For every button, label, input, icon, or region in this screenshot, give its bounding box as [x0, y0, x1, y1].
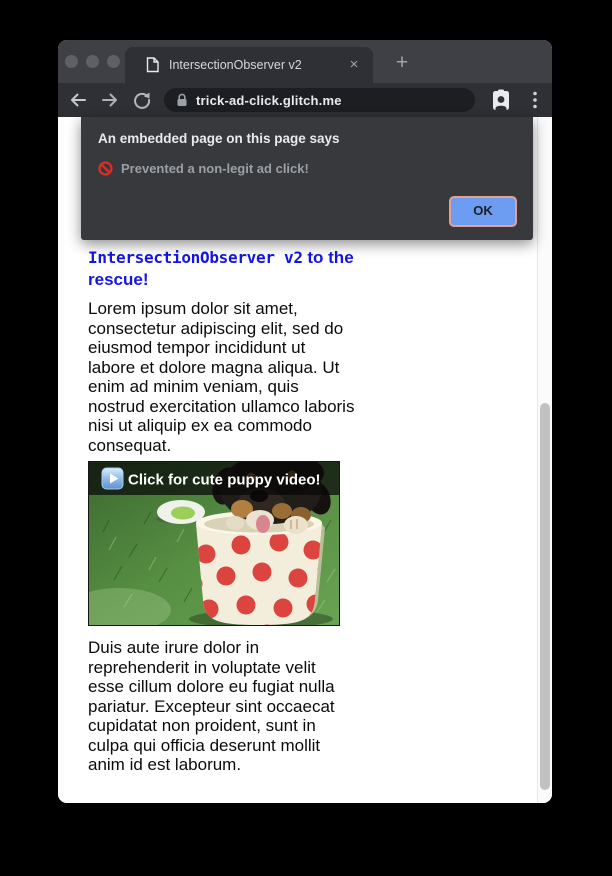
- minimize-window-button[interactable]: [86, 55, 99, 68]
- lock-icon: [176, 93, 188, 107]
- paragraph-lorem: Lorem ipsum dolor sit amet, consectetur adipiscing elit, sed do eiusmod tempor incididunt ut labore et dolore magna aliqua. Ut enim ad minim veniam, quis nostrud exercitation ullamco laboris nisi ut aliquip ex ea commodo consequat.: [88, 299, 355, 455]
- profile-button[interactable]: [489, 88, 513, 112]
- puppy-ad-image[interactable]: [88, 461, 340, 626]
- tab-title: IntersectionObserver v2: [169, 58, 302, 72]
- browser-tab[interactable]: [125, 47, 373, 83]
- page-favicon-icon: [146, 57, 159, 73]
- window-controls: [65, 55, 120, 68]
- scrollbar-thumb[interactable]: [540, 403, 550, 790]
- tab-strip: [58, 40, 552, 83]
- forward-button[interactable]: [98, 88, 122, 112]
- javascript-alert-dialog: [81, 117, 533, 240]
- back-arrow-icon: [68, 90, 88, 110]
- page-viewport: [58, 117, 552, 803]
- chrome-menu-button[interactable]: [525, 88, 545, 112]
- scrollbar-track[interactable]: [537, 117, 552, 803]
- zoom-window-button[interactable]: [107, 55, 120, 68]
- page-title: [88, 247, 356, 291]
- no-entry-icon: [98, 161, 113, 176]
- browser-toolbar: [58, 83, 552, 117]
- ad-banner-overlay[interactable]: [89, 462, 339, 495]
- page-title-plain: to the rescue!: [88, 248, 354, 289]
- three-dot-menu-icon: [532, 90, 538, 110]
- reload-icon: [132, 90, 152, 110]
- dialog-title: An embedded page on this page says: [98, 131, 340, 146]
- tab-close-icon[interactable]: ×: [349, 56, 359, 73]
- back-button[interactable]: [66, 88, 90, 112]
- reload-button[interactable]: [130, 88, 154, 112]
- paragraph-duis: Duis aute irure dolor in reprehenderit in voluptate velit esse cillum dolore eu fugiat nulla pariatur. Excepteur sint occaecat cupidatat non proident, sunt in culpa qui officia deserunt mollit anim id est laborum.: [88, 638, 335, 774]
- dialog-message: Prevented a non-legit ad click!: [121, 161, 309, 176]
- forward-arrow-icon: [100, 90, 120, 110]
- address-bar[interactable]: [164, 88, 475, 112]
- profile-badge-icon: [491, 89, 511, 111]
- ad-banner-text: Click for cute puppy video!: [128, 471, 321, 489]
- new-tab-button[interactable]: +: [395, 51, 409, 74]
- close-window-button[interactable]: [65, 55, 78, 68]
- ok-button[interactable]: OK: [449, 196, 517, 227]
- browser-window: [58, 40, 552, 803]
- play-icon: [102, 468, 123, 489]
- page-title-code: IntersectionObserver v2: [88, 248, 303, 267]
- url-text: trick-ad-click.glitch.me: [196, 92, 342, 108]
